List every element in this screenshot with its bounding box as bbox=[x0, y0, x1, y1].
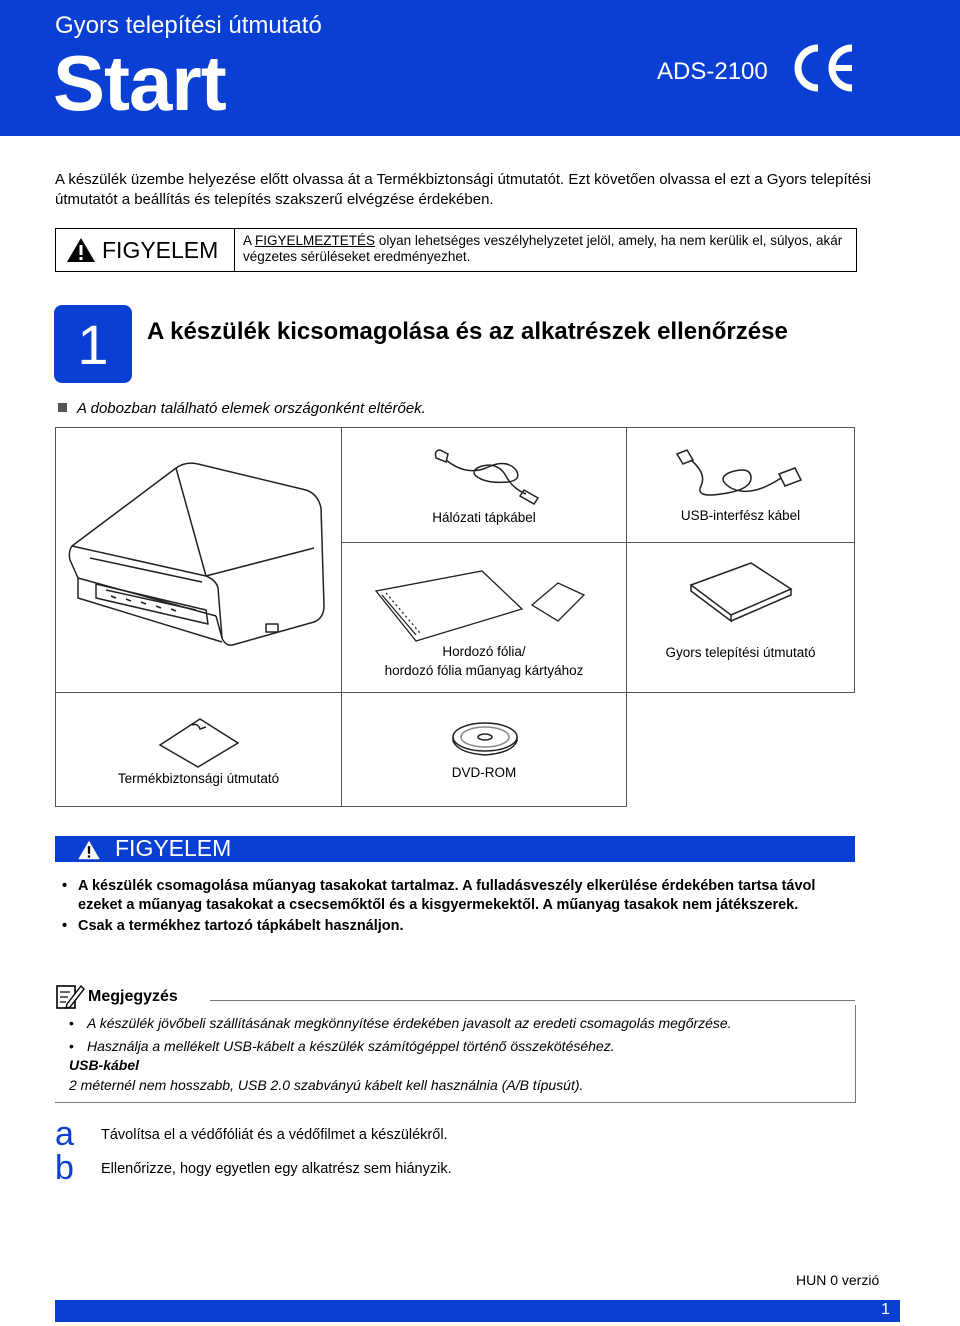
version-label: HUN 0 verzió bbox=[796, 1272, 880, 1288]
warning-box bbox=[55, 228, 857, 272]
document-subtitle: Gyors telepítési útmutató bbox=[55, 12, 322, 39]
note-divider bbox=[210, 1000, 855, 1001]
warning-text-prefix: A bbox=[243, 233, 252, 248]
warning-label: FIGYELEM bbox=[102, 237, 219, 263]
carrier-sheet-caption-2: hordozó fólia műanyag kártyához bbox=[384, 663, 584, 678]
warning-triangle-icon bbox=[66, 237, 96, 263]
bullet-square-icon bbox=[58, 403, 67, 412]
dvd-caption: DVD-ROM bbox=[451, 765, 517, 780]
scanner-illustration-icon bbox=[56, 428, 341, 692]
warning-text-keyword: FIGYELMEZTETÉS bbox=[255, 233, 376, 248]
page-number: 1 bbox=[881, 1301, 890, 1318]
step-heading: A készülék kicsomagolása és az alkatrészek ellenőrzése bbox=[147, 318, 788, 345]
carrier-sheet-icon bbox=[372, 563, 592, 653]
quick-guide-caption: Gyors telepítési útmutató bbox=[665, 645, 816, 660]
usb-cable-cell bbox=[626, 427, 855, 543]
note-box bbox=[55, 1005, 856, 1103]
ce-mark-icon bbox=[790, 42, 856, 94]
caution-item: • A készülék csomagolása műanyag tasakokat tartalmaz. A fulladásveszély elkerülése érdekében tartsa távol ezeket a műanyag tasakokat a csecsemőktől és a kisgyermekektől. A műanyag tasakok nem játékszerek. bbox=[60, 877, 855, 915]
step-number: 1 bbox=[54, 305, 132, 383]
warning-text-rest: olyan lehetséges veszélyhelyzetet jelöl, amely, ha nem kerülik el, súlyos, akár végzetes sérüléseket eredményezhet. bbox=[243, 233, 843, 264]
note-item: • Használja a mellékelt USB-kábelt a készülék számítógéppel történő összekötéséhez. bbox=[69, 1036, 839, 1056]
caution-item: • Csak a termékhez tartozó tápkábelt használjon. bbox=[60, 917, 855, 936]
warning-text bbox=[243, 233, 853, 265]
substep-letter: b bbox=[55, 1149, 74, 1187]
quick-guide-cell bbox=[626, 542, 855, 693]
power-cord-caption: Hálózati tápkábel bbox=[432, 510, 536, 525]
box-contents-note-text: A dobozban található elemek országonként eltérőek. bbox=[77, 400, 426, 417]
power-cord-icon bbox=[426, 446, 546, 506]
caution-list bbox=[60, 877, 855, 938]
safety-guide-caption: Termékbiztonsági útmutató bbox=[117, 771, 280, 786]
usb-cable-heading: USB-kábel bbox=[69, 1057, 140, 1073]
power-cord-cell bbox=[341, 427, 627, 543]
substep-letter: a bbox=[55, 1115, 74, 1153]
note-label: Megjegyzés bbox=[88, 988, 178, 1005]
box-contents-note bbox=[58, 400, 426, 417]
intro-text: A készülék üzembe helyezése előtt olvassa át a Termékbiztonsági útmutatót. Ezt követően olvassa el ezt a Gyors telepítési útmutatót a beállítás és telepítés szakszerű elvégzése érdekében. bbox=[55, 171, 871, 208]
usb-cable-icon bbox=[671, 448, 811, 508]
carrier-sheet-cell bbox=[341, 542, 627, 693]
warning-triangle-icon bbox=[77, 840, 101, 860]
usb-cable-text: 2 méternél nem hosszabb, USB 2.0 szabványú kábelt kell használnia (A/B típusút). bbox=[69, 1077, 584, 1093]
quick-guide-booklet-icon bbox=[687, 559, 797, 629]
dvd-disc-icon bbox=[450, 719, 520, 759]
caution-label: FIGYELEM bbox=[115, 835, 232, 861]
carrier-sheet-caption-1: Hordozó fólia/ bbox=[442, 644, 526, 659]
dvd-cell bbox=[341, 692, 627, 807]
model-name: ADS-2100 bbox=[657, 58, 768, 85]
caution-bar bbox=[55, 836, 855, 862]
safety-guide-cell bbox=[55, 692, 342, 807]
scanner-cell bbox=[55, 427, 342, 693]
footer-bar bbox=[55, 1300, 900, 1322]
warning-label-cell bbox=[56, 229, 235, 271]
safety-guide-booklet-icon bbox=[156, 715, 246, 771]
box-contents-grid bbox=[55, 427, 855, 807]
usb-cable-caption: USB-interfész kábel bbox=[680, 508, 801, 523]
document-title: Start bbox=[53, 39, 226, 127]
substep-text: Ellenőrizze, hogy egyetlen egy alkatrész sem hiányzik. bbox=[101, 1161, 452, 1177]
note-item: • A készülék jövőbeli szállításának megkönnyítése érdekében javasolt az eredeti csomagolás megőrzése. bbox=[69, 1013, 839, 1033]
note-list bbox=[69, 1013, 839, 1059]
header-banner bbox=[0, 0, 960, 136]
substep-text: Távolítsa el a védőfóliát és a védőfilmet a készülékről. bbox=[101, 1127, 448, 1143]
